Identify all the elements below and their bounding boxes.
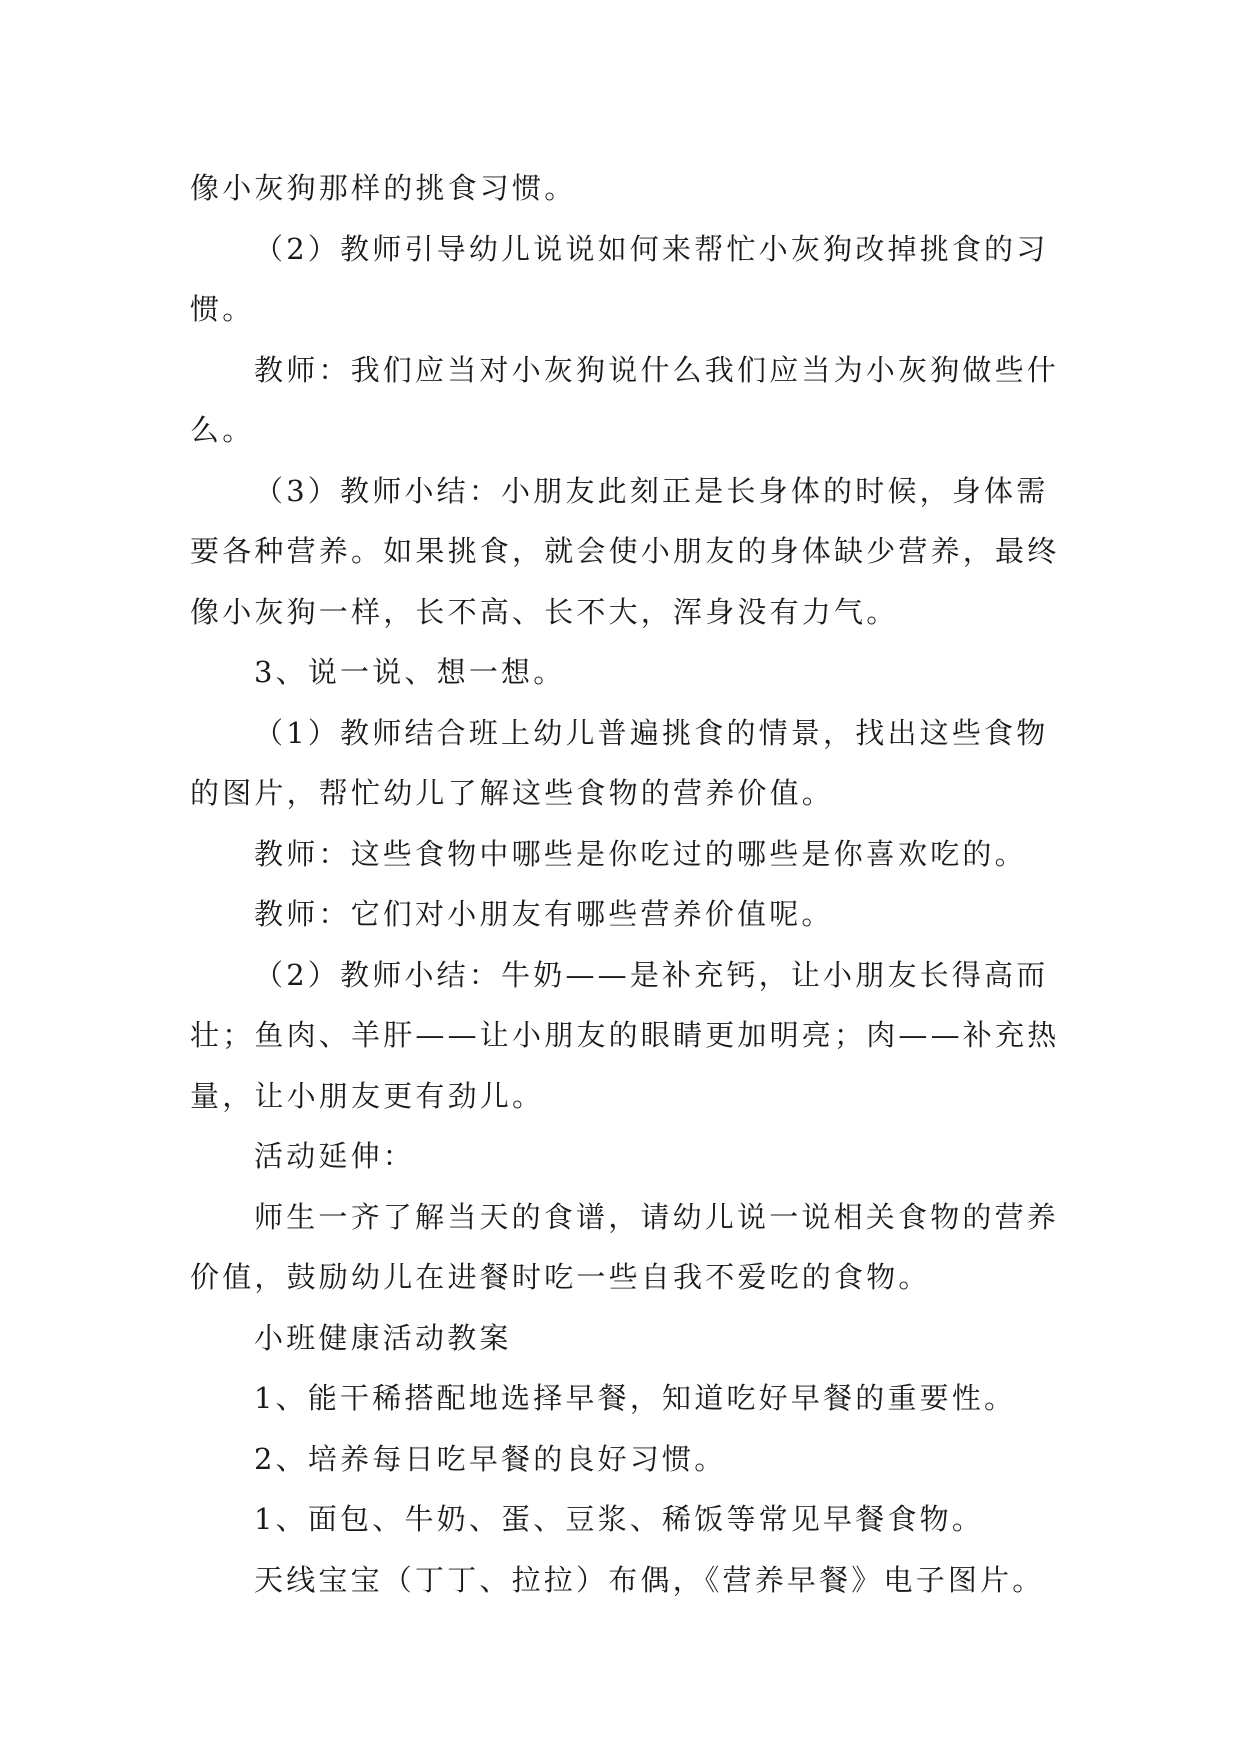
paragraph: （1）教师结合班上幼儿普遍挑食的情景，找出这些食物的图片，帮忙幼儿了解这些食物的营养价值。 xyxy=(190,715,1049,810)
paragraph: （2）教师引导幼儿说说如何来帮忙小灰狗改掉挑食的习惯。 xyxy=(190,231,1049,326)
list-item: 2、培养每日吃早餐的良好习惯。 xyxy=(254,1441,727,1476)
paragraph: 教师：它们对小朋友有哪些营养价值呢。 xyxy=(254,897,834,931)
list-item: 1、面包、牛奶、蛋、豆浆、稀饭等常见早餐食物。 xyxy=(254,1502,985,1536)
paragraph: 师生一齐了解当天的食谱，请幼儿说一说相关食物的营养价值，鼓励幼儿在进餐时吃一些自我不爱吃的食物。 xyxy=(190,1199,1060,1294)
document-body xyxy=(190,158,1070,1610)
paragraph: 天线宝宝（丁丁、拉拉）布偶，《营养早餐》电子图片。 xyxy=(254,1562,1045,1597)
list-item: 1、能干稀搭配地选择早餐，知道吃好早餐的重要性。 xyxy=(254,1381,1017,1415)
section-heading: 活动延伸： xyxy=(254,1139,416,1173)
paragraph: 像小灰狗那样的挑食习惯。 xyxy=(190,171,577,205)
paragraph: 教师：我们应当对小灰狗说什么我们应当为小灰狗做些什么。 xyxy=(190,352,1060,447)
paragraph: （3）教师小结：小朋友此刻正是长身体的时候，身体需要各种营养。如果挑食，就会使小朋友的身体缺少营养，最终像小灰狗一样，长不高、长不大，浑身没有力气。 xyxy=(190,473,1060,629)
section-heading: 3、说一说、想一想。 xyxy=(254,655,566,689)
document-title: 小班健康活动教案 xyxy=(254,1320,512,1355)
paragraph: （2）教师小结：牛奶——是补充钙，让小朋友长得高而壮；鱼肉、羊肝——让小朋友的眼睛更加明亮；肉——补充热量，让小朋友更有劲儿。 xyxy=(190,957,1060,1113)
paragraph: 教师：这些食物中哪些是你吃过的哪些是你喜欢吃的。 xyxy=(254,836,1027,871)
